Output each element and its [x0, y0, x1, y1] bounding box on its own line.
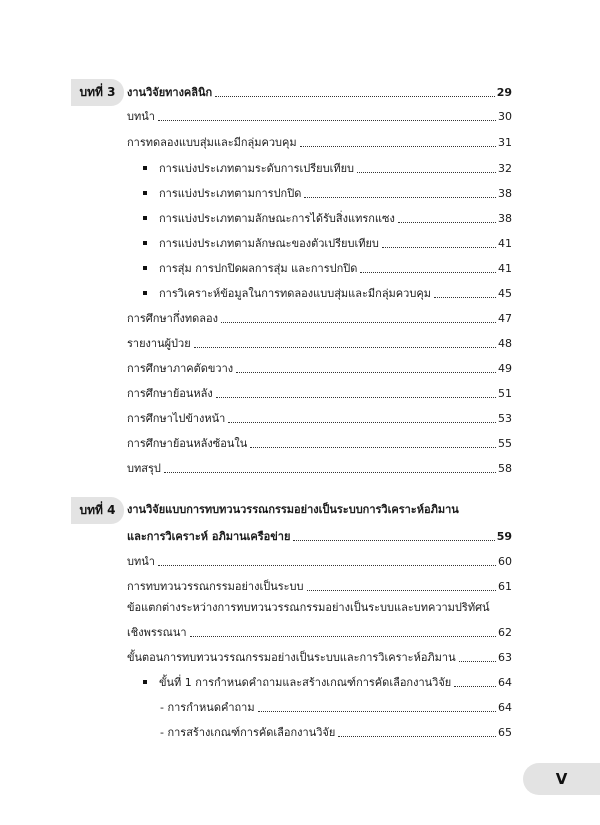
toc-entry-page: 58 [498, 462, 512, 475]
toc-subsubentry[interactable] [160, 695, 512, 715]
dot-leader [258, 710, 496, 712]
toc-entry-page: 41 [498, 262, 512, 275]
toc-entry-page: 51 [498, 387, 512, 400]
toc-entry-title: การศึกษาย้อนหลัง [127, 387, 213, 400]
toc-entry-title: บทนำ [127, 555, 155, 568]
toc-entry-title: การทดลองแบบสุ่มและมีกลุ่มควบคุม [127, 136, 297, 149]
dot-leader [398, 221, 496, 223]
toc-entry-chapter-4-heading[interactable] [127, 524, 512, 544]
toc-entry-page: 63 [498, 651, 512, 664]
toc-entry[interactable] [127, 456, 512, 476]
chapter-4-heading-line-1: งานวิจัยแบบการทบทวนวรรณกรรมอย่างเป็นระบบการวิเคราะห์อภิมาน [127, 503, 459, 516]
toc-entry-title: การทบทวนวรรณกรรมอย่างเป็นระบบ [127, 580, 304, 593]
toc-entry[interactable] [127, 331, 512, 351]
toc-entry-title: ขั้นที่ 1 การกำหนดคำถามและสร้างเกณฑ์การคัดเลือกงานวิจัย [143, 676, 452, 690]
toc-entry-page: 32 [498, 162, 512, 175]
toc-entry-title: การสุ่ม การปกปิดผลการสุ่ม และการปกปิด [143, 262, 358, 276]
dot-leader [360, 271, 496, 273]
toc-entry-title: รายงานผู้ป่วย [127, 337, 191, 350]
dot-leader [158, 119, 496, 121]
toc-subentry[interactable] [143, 670, 512, 690]
dot-leader [300, 145, 496, 147]
toc-entry-title: การวิเคราะห์ข้อมูลในการทดลองแบบสุ่มและมีกลุ่มควบคุม [143, 287, 432, 301]
toc-entry[interactable] [127, 104, 512, 124]
toc-entry[interactable] [127, 356, 512, 376]
dot-leader [228, 421, 496, 423]
dot-leader [307, 589, 497, 591]
toc-entry-page: 64 [498, 676, 512, 689]
toc-entry-title: การแบ่งประเภทตามลักษณะการได้รับสิ่งแทรกแซง [143, 212, 396, 226]
toc-entry-page: 55 [498, 437, 512, 450]
toc-entry-page: 61 [498, 580, 512, 593]
toc-entry-chapter-3-heading[interactable] [127, 80, 512, 100]
chapter-4-badge: บทที่ 4 [71, 497, 124, 524]
toc-entry[interactable] [127, 574, 512, 594]
toc-entry-title: การศึกษาไปข้างหน้า [127, 412, 226, 425]
dot-leader [357, 171, 496, 173]
toc-entry-title: - การสร้างเกณฑ์การคัดเลือกงานวิจัย [160, 726, 336, 740]
dot-leader [158, 564, 496, 566]
toc-subentry[interactable] [143, 206, 512, 226]
toc-entry-page: 38 [498, 212, 512, 225]
toc-entry-title: การแบ่งประเภทตามลักษณะของตัวเปรียบเทียบ [143, 237, 380, 251]
dot-leader [338, 735, 496, 737]
dot-leader [434, 296, 496, 298]
toc-entry[interactable] [127, 620, 512, 640]
dot-leader [215, 95, 494, 97]
toc-entry-page: 59 [496, 530, 512, 543]
toc-entry-page: 30 [498, 110, 512, 123]
toc-subentry[interactable] [143, 281, 512, 301]
toc-entry-page: 62 [498, 626, 512, 639]
toc-subentry[interactable] [143, 181, 512, 201]
dot-leader [304, 196, 496, 198]
toc-entry-page: 47 [498, 312, 512, 325]
toc-entry-title: ขั้นตอนการทบทวนวรรณกรรมอย่างเป็นระบบและการวิเคราะห์อภิมาน [127, 651, 456, 664]
dot-leader [454, 685, 496, 687]
toc-entry-page: 65 [498, 726, 512, 739]
toc-entry-title: การแบ่งประเภทตามระดับการเปรียบเทียบ [143, 162, 355, 176]
toc-entry-page: 29 [496, 86, 512, 99]
toc-entry[interactable] [127, 406, 512, 426]
dot-leader [216, 396, 496, 398]
dot-leader [190, 635, 496, 637]
toc-entry-title: - การกำหนดคำถาม [160, 701, 256, 715]
toc-subentry[interactable] [143, 231, 512, 251]
toc-entry[interactable] [127, 130, 512, 150]
toc-entry-title-line-1[interactable]: ข้อแตกต่างระหว่างการทบทวนวรรณกรรมอย่างเป็นระบบและบทความปริทัศน์ [127, 601, 490, 614]
dot-leader [382, 246, 496, 248]
toc-entry[interactable] [127, 645, 512, 665]
toc-entry[interactable] [127, 381, 512, 401]
toc-entry-page: 64 [498, 701, 512, 714]
toc-entry[interactable] [127, 549, 512, 569]
toc-entry-title: การแบ่งประเภทตามการปกปิด [143, 187, 302, 201]
toc-entry-page: 41 [498, 237, 512, 250]
toc-subentry[interactable] [143, 256, 512, 276]
toc-entry-page: 49 [498, 362, 512, 375]
toc-entry-page: 48 [498, 337, 512, 350]
toc-entry[interactable] [127, 306, 512, 326]
toc-entry-page: 60 [498, 555, 512, 568]
toc-entry-page: 38 [498, 187, 512, 200]
toc-entry-page: 45 [498, 287, 512, 300]
dot-leader [459, 660, 496, 662]
dot-leader [164, 471, 496, 473]
dot-leader [194, 346, 496, 348]
toc-entry-page: 53 [498, 412, 512, 425]
toc-entry-page: 31 [498, 136, 512, 149]
chapter-3-badge: บทที่ 3 [71, 79, 124, 106]
page-number-tab: V [523, 763, 600, 795]
toc-entry-title: บทนำ [127, 110, 155, 123]
toc-subsubentry[interactable] [160, 720, 512, 740]
toc-entry-title: งานวิจัยทางคลินิก [127, 86, 213, 99]
dot-leader [293, 539, 494, 541]
toc-subentry[interactable] [143, 156, 512, 176]
dot-leader [236, 371, 496, 373]
toc-entry-title: การศึกษาย้อนหลังซ้อนใน [127, 437, 248, 450]
dot-leader [221, 321, 496, 323]
toc-entry-title: บทสรุป [127, 462, 161, 475]
toc-entry-title: การศึกษาภาคตัดขวาง [127, 362, 234, 375]
toc-entry-title: การศึกษากึ่งทดลอง [127, 312, 218, 325]
toc-entry-title: และการวิเคราะห์ อภิมานเครือข่าย [127, 530, 291, 543]
toc-entry[interactable] [127, 431, 512, 451]
toc-entry-title: เชิงพรรณนา [127, 626, 187, 639]
dot-leader [250, 446, 496, 448]
